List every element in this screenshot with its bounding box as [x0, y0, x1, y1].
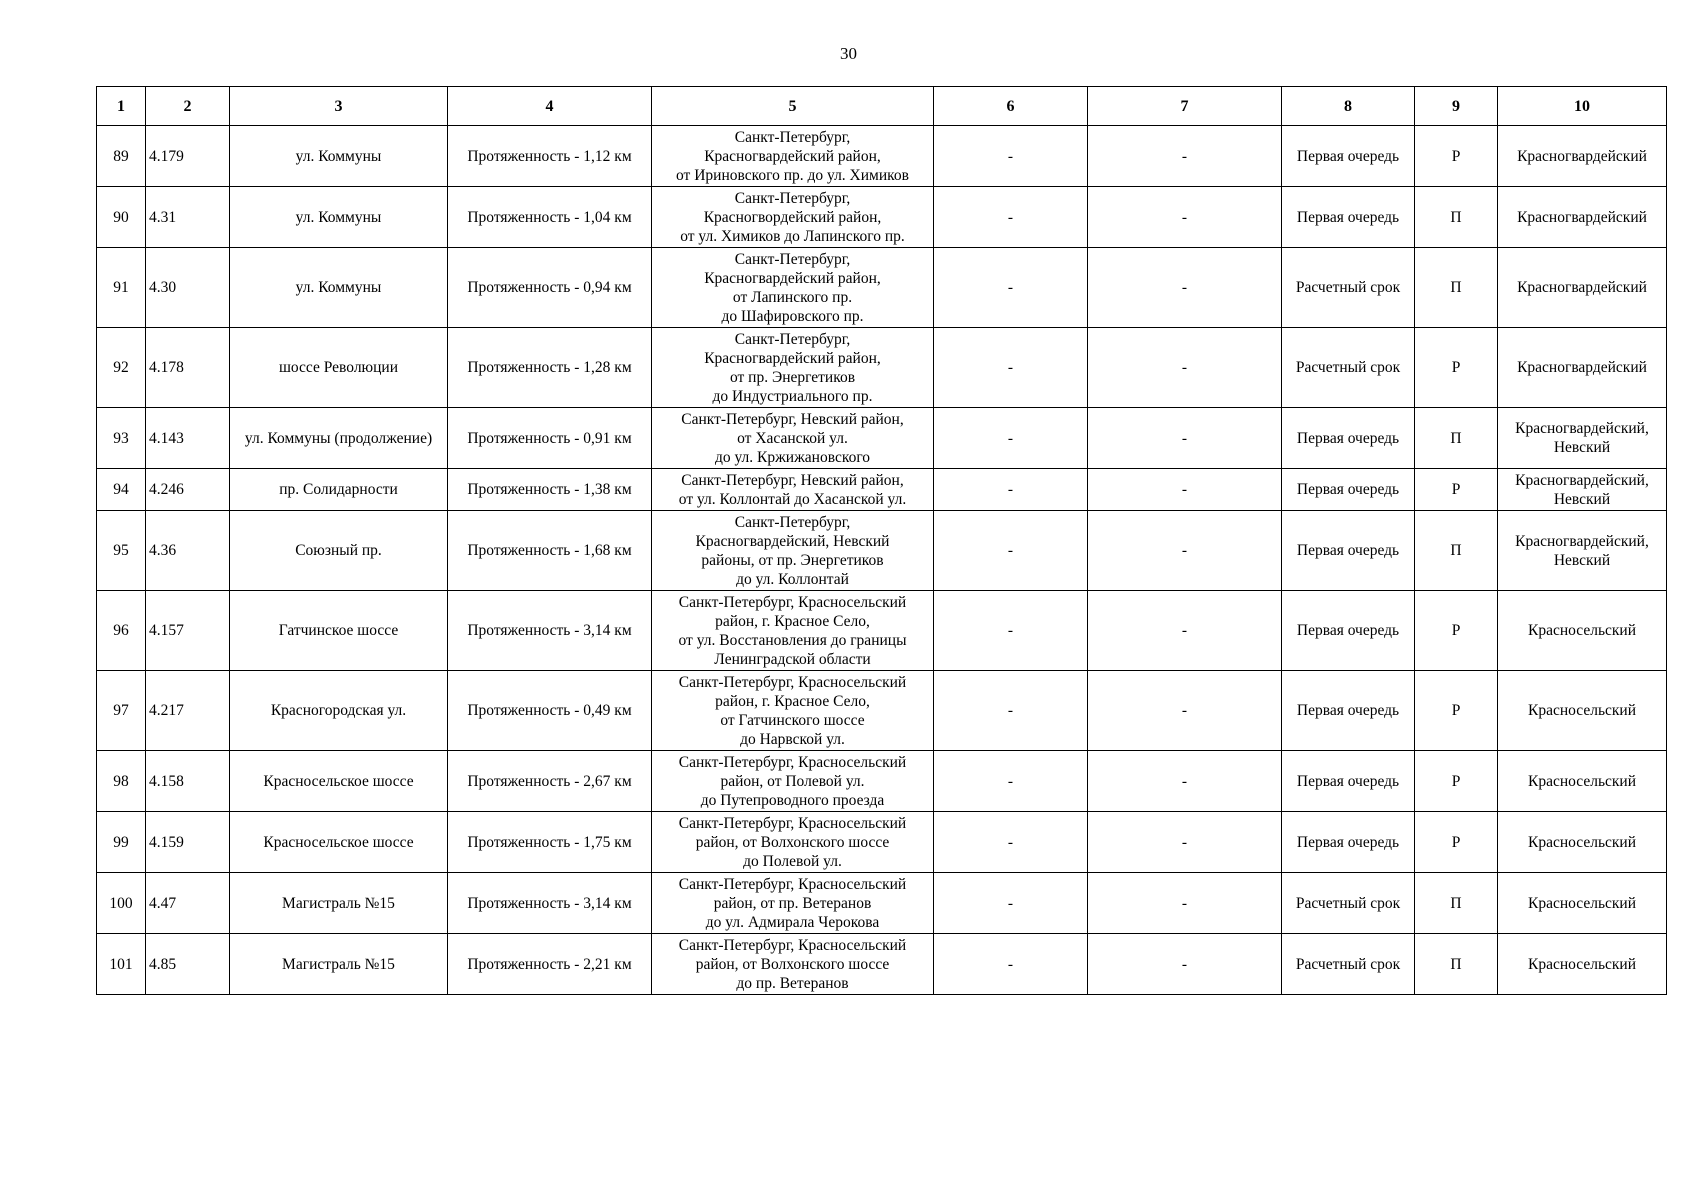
column-7-cell: -: [1088, 934, 1282, 995]
location-cell-line: Санкт-Петербург,: [734, 128, 851, 146]
length-cell: Протяженность - 0,49 км: [448, 671, 652, 751]
road-name-cell: ул. Коммуны: [230, 126, 448, 187]
length-cell: Протяженность - 1,12 км: [448, 126, 652, 187]
column-7-cell: -: [1088, 812, 1282, 873]
type-cell: Р: [1415, 328, 1498, 408]
type-cell: П: [1415, 187, 1498, 248]
column-7-cell: -: [1088, 873, 1282, 934]
stage-cell: Первая очередь: [1282, 511, 1415, 591]
location-cell-line: Санкт-Петербург, Красносельский: [678, 875, 907, 893]
column-7-cell: -: [1088, 671, 1282, 751]
length-cell: Протяженность - 3,14 км: [448, 591, 652, 671]
location-cell-line: до Путепроводного проезда: [700, 791, 885, 809]
table-row: [97, 248, 1667, 328]
row-number-cell: 98: [97, 751, 146, 812]
location-cell-line: Санкт-Петербург, Красносельский: [678, 673, 907, 691]
length-cell: Протяженность - 1,38 км: [448, 469, 652, 511]
column-6-cell: -: [934, 511, 1088, 591]
length-cell: Протяженность - 0,94 км: [448, 248, 652, 328]
column-7-cell: -: [1088, 469, 1282, 511]
location-cell-line: Красногвордейский район,: [703, 208, 882, 226]
stage-cell: Первая очередь: [1282, 591, 1415, 671]
code-cell: 4.157: [146, 591, 230, 671]
column-6-cell: -: [934, 248, 1088, 328]
type-cell: Р: [1415, 812, 1498, 873]
column-6-cell: -: [934, 812, 1088, 873]
stage-cell: Первая очередь: [1282, 469, 1415, 511]
road-name-cell: ул. Коммуны: [230, 248, 448, 328]
location-cell: [652, 751, 934, 812]
location-cell-line: от Хасанской ул.: [737, 429, 848, 447]
type-cell: Р: [1415, 126, 1498, 187]
district-cell: [1498, 187, 1667, 248]
district-cell: [1498, 812, 1667, 873]
row-number-cell: 97: [97, 671, 146, 751]
location-cell: [652, 248, 934, 328]
roads-table: [96, 86, 1667, 995]
column-header: 1: [97, 87, 146, 126]
road-name-cell: Красногородская ул.: [230, 671, 448, 751]
location-cell: [652, 812, 934, 873]
column-6-cell: -: [934, 751, 1088, 812]
location-cell-line: Красногвардейский, Невский: [695, 532, 890, 550]
district-cell-line: Красносельский: [1527, 772, 1637, 790]
length-cell: Протяженность - 1,04 км: [448, 187, 652, 248]
location-cell-line: Красногвардейский район,: [704, 147, 881, 165]
column-6-cell: -: [934, 934, 1088, 995]
road-name-cell: ул. Коммуны (продолжение): [230, 408, 448, 469]
column-6-cell: -: [934, 187, 1088, 248]
table-row: [97, 511, 1667, 591]
location-cell-line: Красногвардейский район,: [704, 269, 881, 287]
column-6-cell: -: [934, 126, 1088, 187]
column-header: 4: [448, 87, 652, 126]
stage-cell: Расчетный срок: [1282, 873, 1415, 934]
code-cell: 4.159: [146, 812, 230, 873]
location-cell: [652, 328, 934, 408]
row-number-cell: 96: [97, 591, 146, 671]
column-7-cell: -: [1088, 328, 1282, 408]
page-number: 30: [840, 44, 857, 63]
district-cell-line: Невский: [1553, 490, 1611, 508]
location-cell-line: до Шафировского пр.: [721, 307, 864, 325]
table-row: [97, 328, 1667, 408]
column-6-cell: -: [934, 873, 1088, 934]
stage-cell: Первая очередь: [1282, 187, 1415, 248]
location-cell-line: до ул. Адмирала Черокова: [705, 913, 880, 931]
location-cell-line: до ул. Кржижановского: [714, 448, 871, 466]
length-cell: Протяженность - 1,68 км: [448, 511, 652, 591]
code-cell: 4.36: [146, 511, 230, 591]
column-6-cell: -: [934, 591, 1088, 671]
length-cell: Протяженность - 3,14 км: [448, 873, 652, 934]
location-cell-line: район, от Полевой ул.: [720, 772, 865, 790]
table-row: [97, 187, 1667, 248]
location-cell: [652, 126, 934, 187]
table-row: [97, 934, 1667, 995]
table-row: [97, 469, 1667, 511]
district-cell: [1498, 873, 1667, 934]
location-cell-line: район, г. Красное Село,: [715, 692, 870, 710]
location-cell-line: Ленинградской области: [714, 650, 871, 668]
code-cell: 4.217: [146, 671, 230, 751]
column-7-cell: -: [1088, 751, 1282, 812]
row-number-cell: 92: [97, 328, 146, 408]
stage-cell: Расчетный срок: [1282, 934, 1415, 995]
column-6-cell: -: [934, 328, 1088, 408]
location-cell-line: Санкт-Петербург, Невский район,: [681, 410, 904, 428]
district-cell-line: Красносельский: [1527, 702, 1637, 719]
location-cell-line: до Индустриального пр.: [712, 387, 873, 405]
district-cell: [1498, 126, 1667, 187]
column-7-cell: -: [1088, 187, 1282, 248]
type-cell: П: [1415, 248, 1498, 328]
district-cell-line: Красносельский: [1527, 622, 1637, 639]
type-cell: П: [1415, 511, 1498, 591]
column-6-cell: -: [934, 408, 1088, 469]
table-body: [97, 126, 1667, 995]
location-cell: [652, 469, 934, 511]
location-cell-line: район, от Волхонского шоссе: [695, 955, 890, 973]
column-header: 8: [1282, 87, 1415, 126]
column-6-cell: -: [934, 469, 1088, 511]
column-7-cell: -: [1088, 248, 1282, 328]
row-number-cell: 94: [97, 469, 146, 511]
column-header: 9: [1415, 87, 1498, 126]
location-cell: [652, 511, 934, 591]
road-name-cell: Красносельское шоссе: [230, 812, 448, 873]
road-name-cell: Союзный пр.: [230, 511, 448, 591]
location-cell-line: Санкт-Петербург, Красносельский: [678, 593, 907, 611]
code-cell: 4.178: [146, 328, 230, 408]
district-cell-line: Красногвардейский: [1517, 147, 1647, 165]
road-name-cell: пр. Солидарности: [230, 469, 448, 511]
column-header: 6: [934, 87, 1088, 126]
road-name-cell: Красносельское шоссе: [230, 751, 448, 812]
district-cell-line: Красногвардейский: [1517, 279, 1647, 296]
location-cell-line: Санкт-Петербург,: [734, 330, 851, 348]
table-row: [97, 408, 1667, 469]
district-cell: [1498, 328, 1667, 408]
column-7-cell: -: [1088, 408, 1282, 469]
location-cell-line: район, г. Красное Село,: [715, 612, 870, 630]
stage-cell: Первая очередь: [1282, 408, 1415, 469]
code-cell: 4.31: [146, 187, 230, 248]
type-cell: Р: [1415, 469, 1498, 511]
table-row: [97, 812, 1667, 873]
location-cell-line: Санкт-Петербург, Красносельский: [678, 753, 907, 771]
column-6-cell: -: [934, 671, 1088, 751]
location-cell: [652, 671, 934, 751]
type-cell: П: [1415, 873, 1498, 934]
type-cell: Р: [1415, 671, 1498, 751]
length-cell: Протяженность - 2,21 км: [448, 934, 652, 995]
header-row: [97, 87, 1667, 126]
location-cell-line: район, от Волхонского шоссе: [695, 833, 890, 851]
code-cell: 4.179: [146, 126, 230, 187]
district-cell: [1498, 511, 1667, 591]
length-cell: Протяженность - 2,67 км: [448, 751, 652, 812]
table-row: [97, 671, 1667, 751]
district-cell-line: Красногвардейский: [1517, 208, 1647, 226]
row-number-cell: 90: [97, 187, 146, 248]
road-name-cell: ул. Коммуны: [230, 187, 448, 248]
location-cell-line: от Гатчинского шоссе: [720, 711, 865, 729]
location-cell-line: от Ириновского пр. до ул. Химиков: [676, 166, 909, 184]
location-cell: [652, 408, 934, 469]
location-cell-line: от ул. Коллонтай до Хасанской ул.: [678, 490, 907, 508]
location-cell-line: до Нарвской ул.: [740, 730, 845, 748]
district-cell-line: Красногвардейский,: [1515, 471, 1649, 489]
length-cell: Протяженность - 0,91 км: [448, 408, 652, 469]
district-cell-line: Красносельский: [1527, 894, 1637, 912]
column-header: 5: [652, 87, 934, 126]
location-cell-line: Санкт-Петербург,: [734, 250, 851, 268]
location-cell-line: от ул. Восстановления до границы: [678, 631, 907, 649]
table-row: [97, 126, 1667, 187]
district-cell: [1498, 408, 1667, 469]
road-name-cell: Гатчинское шоссе: [230, 591, 448, 671]
location-cell-line: Санкт-Петербург, Красносельский: [678, 814, 907, 832]
location-cell: [652, 187, 934, 248]
type-cell: Р: [1415, 591, 1498, 671]
district-cell: [1498, 751, 1667, 812]
column-7-cell: -: [1088, 511, 1282, 591]
length-cell: Протяженность - 1,75 км: [448, 812, 652, 873]
district-cell: [1498, 469, 1667, 511]
location-cell-line: Санкт-Петербург, Красносельский: [678, 936, 907, 954]
code-cell: 4.143: [146, 408, 230, 469]
stage-cell: Первая очередь: [1282, 126, 1415, 187]
code-cell: 4.85: [146, 934, 230, 995]
row-number-cell: 95: [97, 511, 146, 591]
location-cell-line: до пр. Ветеранов: [736, 974, 849, 992]
district-cell-line: Красносельский: [1527, 833, 1637, 851]
location-cell-line: от Лапинского пр.: [732, 288, 853, 306]
location-cell-line: Красногвардейский район,: [704, 349, 881, 367]
stage-cell: Первая очередь: [1282, 812, 1415, 873]
district-cell-line: Красногвардейский,: [1515, 532, 1649, 550]
stage-cell: Первая очередь: [1282, 751, 1415, 812]
stage-cell: Расчетный срок: [1282, 328, 1415, 408]
district-cell: [1498, 591, 1667, 671]
column-header: 10: [1498, 87, 1667, 126]
district-cell: [1498, 248, 1667, 328]
code-cell: 4.246: [146, 469, 230, 511]
stage-cell: Расчетный срок: [1282, 248, 1415, 328]
road-name-cell: Магистраль №15: [230, 934, 448, 995]
column-header: 3: [230, 87, 448, 126]
location-cell-line: районы, от пр. Энергетиков: [701, 551, 884, 569]
row-number-cell: 100: [97, 873, 146, 934]
column-7-cell: -: [1088, 591, 1282, 671]
road-name-cell: шоссе Революции: [230, 328, 448, 408]
district-cell: [1498, 671, 1667, 751]
location-cell: [652, 591, 934, 671]
table-row: [97, 873, 1667, 934]
code-cell: 4.158: [146, 751, 230, 812]
location-cell-line: Санкт-Петербург, Невский район,: [681, 471, 904, 489]
type-cell: Р: [1415, 751, 1498, 812]
district-cell: [1498, 934, 1667, 995]
district-cell-line: Невский: [1553, 439, 1611, 456]
row-number-cell: 93: [97, 408, 146, 469]
district-cell-line: Красносельский: [1527, 955, 1637, 973]
district-cell-line: Красногвардейский,: [1515, 420, 1649, 437]
location-cell-line: Санкт-Петербург,: [734, 189, 851, 207]
length-cell: Протяженность - 1,28 км: [448, 328, 652, 408]
location-cell-line: до ул. Коллонтай: [736, 570, 849, 588]
row-number-cell: 89: [97, 126, 146, 187]
table-row: [97, 591, 1667, 671]
location-cell-line: от пр. Энергетиков: [729, 368, 856, 386]
stage-cell: Первая очередь: [1282, 671, 1415, 751]
district-cell-line: Невский: [1553, 551, 1611, 569]
code-cell: 4.30: [146, 248, 230, 328]
column-7-cell: -: [1088, 126, 1282, 187]
location-cell-line: район, от пр. Ветеранов: [713, 894, 872, 912]
column-header: 7: [1088, 87, 1282, 126]
type-cell: П: [1415, 408, 1498, 469]
location-cell: [652, 873, 934, 934]
road-name-cell: Магистраль №15: [230, 873, 448, 934]
table-row: [97, 751, 1667, 812]
code-cell: 4.47: [146, 873, 230, 934]
row-number-cell: 99: [97, 812, 146, 873]
column-header: 2: [146, 87, 230, 126]
row-number-cell: 91: [97, 248, 146, 328]
location-cell: [652, 934, 934, 995]
location-cell-line: до Полевой ул.: [743, 852, 842, 870]
district-cell-line: Красногвардейский: [1517, 359, 1647, 376]
location-cell-line: Санкт-Петербург,: [734, 513, 851, 531]
row-number-cell: 101: [97, 934, 146, 995]
location-cell-line: от ул. Химиков до Лапинского пр.: [680, 227, 905, 245]
type-cell: П: [1415, 934, 1498, 995]
